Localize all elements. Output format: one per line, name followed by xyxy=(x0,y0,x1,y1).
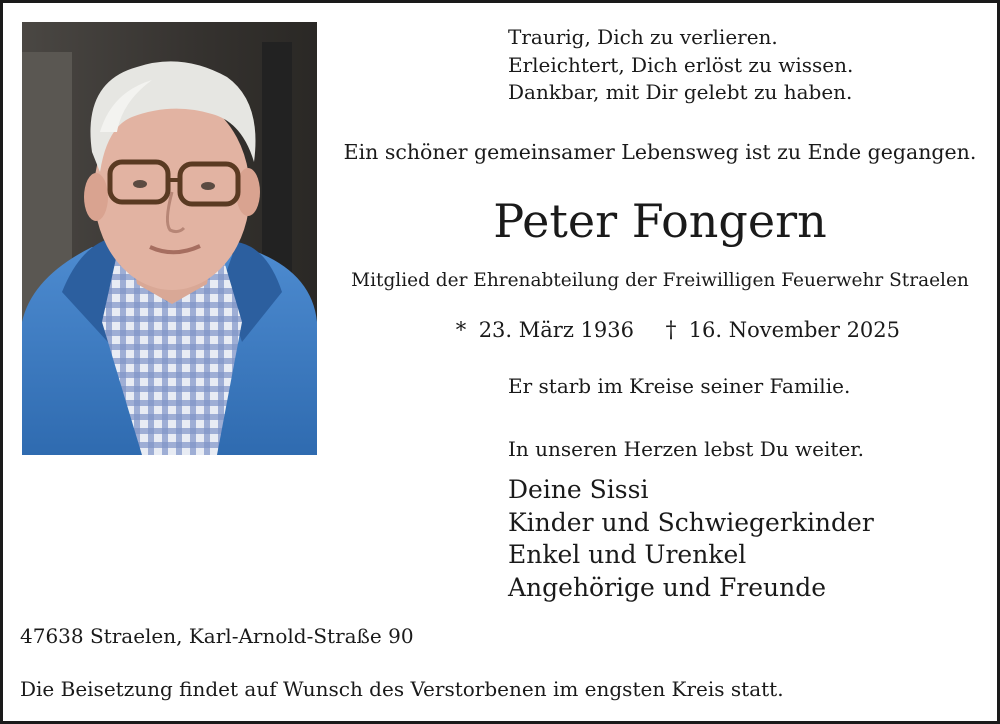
birth-star-icon: * xyxy=(455,318,467,342)
mourners-list xyxy=(508,474,874,604)
hearts-text: In unseren Herzen lebst Du weiter. xyxy=(508,437,864,461)
verse-line: Erleichtert, Dich erlöst zu wissen. xyxy=(508,52,854,77)
birth-date-group xyxy=(450,318,634,342)
mourner-line: Deine Sissi xyxy=(508,475,649,504)
birth-date: 23. März 1936 xyxy=(478,318,635,342)
membership-text: Mitglied der Ehrenabteilung der Freiwilligen Feuerwehr Straelen xyxy=(351,270,969,291)
address: 47638 Straelen, Karl-Arnold-Straße 90 xyxy=(20,624,414,648)
portrait-photo xyxy=(22,22,317,455)
verse-line: Dankbar, mit Dir gelebt zu haben. xyxy=(508,80,853,104)
verse-line: Traurig, Dich zu verlieren. xyxy=(508,25,778,49)
died-text: Er starb im Kreise seiner Familie. xyxy=(508,374,851,398)
mourner-line: Enkel und Urenkel xyxy=(508,540,747,569)
deceased-name: Peter Fongern xyxy=(493,194,827,248)
verse xyxy=(508,24,853,107)
death-date-group xyxy=(660,318,900,343)
death-date: 16. November 2025 xyxy=(688,318,901,342)
mourner-line: Angehörige und Freunde xyxy=(508,572,827,602)
journey-text: Ein schöner gemeinsamer Lebensweg ist zu Ende gegangen. xyxy=(343,140,977,164)
funeral-note: Die Beisetzung findet auf Wunsch des Verstorbenen im engsten Kreis statt. xyxy=(20,677,784,701)
cross-icon: † xyxy=(665,318,677,343)
mourner-line: Kinder und Schwiegerkinder xyxy=(508,507,874,537)
